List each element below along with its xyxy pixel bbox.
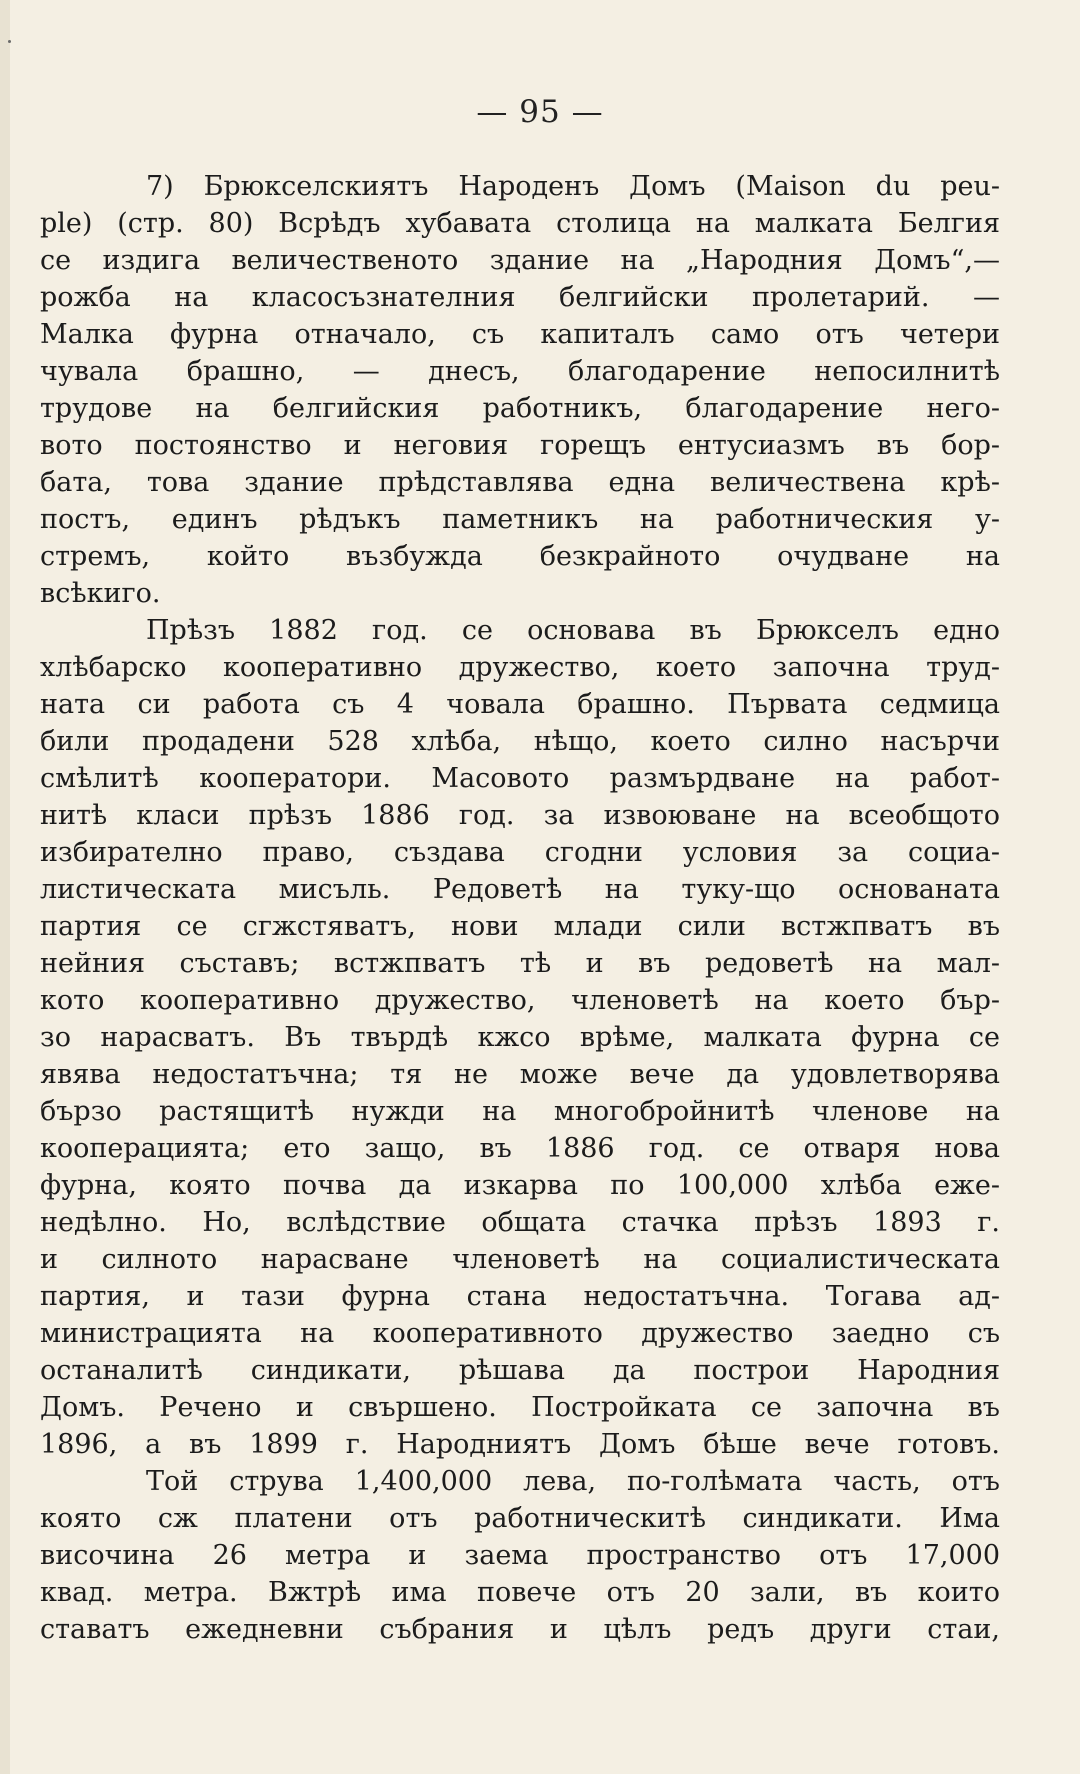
text-line: нейния съставъ; встжпватъ тѣ и въ редоветѣ на мал- bbox=[40, 948, 1000, 979]
text-line: 7) Брюкселскиятъ Народенъ Домъ (Maison du peu- bbox=[146, 171, 1000, 202]
text-line: рожба на класосъзнателния белгийски пролетарий. — bbox=[40, 282, 1000, 313]
text-line: Малка фурна отначало, съ капиталъ само отъ четери bbox=[40, 319, 1000, 350]
text-line: останалитѣ синдикати, рѣшава да построи Народния bbox=[40, 1355, 1000, 1386]
text-line: министрацията на кооперативното дружество заедно съ bbox=[40, 1318, 1000, 1349]
page-number: — 95 — bbox=[476, 94, 604, 130]
text-line: фурна, която почва да изкарва по 100,000 хлѣба еже- bbox=[40, 1170, 1000, 1201]
text-line: вото постоянство и неговия горещъ ентусиазмъ въ бор- bbox=[40, 430, 1000, 461]
text-line: трудове на белгийския работникъ, благодарение него- bbox=[40, 393, 1000, 424]
text-line: кото кооперативно дружество, членоветѣ на което бър- bbox=[40, 985, 1000, 1016]
text-line: ple) (стр. 80) Всрѣдъ хубавата столица на малката Белгия bbox=[40, 208, 1000, 239]
text-line: бързо растящитѣ нужди на многобройнитѣ членове на bbox=[40, 1096, 1000, 1127]
paper-edge bbox=[0, 0, 10, 1774]
text-line: квад. метра. Вжтрѣ има повече отъ 20 зали, въ които bbox=[40, 1577, 1000, 1608]
text-line: Прѣзъ 1882 год. се основава въ Брюкселъ едно bbox=[146, 615, 1000, 646]
text-line: партия, и тази фурна стана недостатъчна. Тогава ад- bbox=[40, 1281, 1000, 1312]
text-line: която сж платени отъ работническитѣ синдикати. Има bbox=[40, 1503, 1000, 1534]
text-line: избирателно право, създава сгодни условия за социа- bbox=[40, 837, 1000, 868]
text-line: Той струва 1,400,000 лева, по-голѣмата часть, отъ bbox=[146, 1466, 1000, 1497]
text-line: листическата мисъль. Редоветѣ на туку-що основаната bbox=[40, 874, 1000, 905]
text-line: били продадени 528 хлѣба, нѣщо, което силно насърчи bbox=[40, 726, 1000, 757]
text-line: недѣлно. Но, вслѣдствие общата стачка прѣзъ 1893 г. bbox=[40, 1207, 1000, 1238]
text-line: се издига величественото здание на „Народния Домъ“,— bbox=[40, 245, 1000, 276]
text-line: всѣкиго. bbox=[40, 578, 161, 609]
text-line: нитѣ класи прѣзъ 1886 год. за извоюване на всеобщото bbox=[40, 800, 1000, 831]
text-line: 1896, а въ 1899 г. Народниятъ Домъ бѣше вече готовъ. bbox=[40, 1429, 1000, 1460]
text-line: зо нарасватъ. Въ твърдѣ кжсо врѣме, малката фурна се bbox=[40, 1022, 1000, 1053]
text-line: явява недостатъчна; тя не може вече да удовлетворява bbox=[40, 1059, 1000, 1090]
text-line: и силното нарасване членоветѣ на социалистическата bbox=[40, 1244, 1000, 1275]
text-line: хлѣбарско кооперативно дружество, което започна труд- bbox=[40, 652, 1000, 683]
paper-speck bbox=[8, 40, 11, 43]
text-line: партия се сгжстяватъ, нови млади сили встжпватъ въ bbox=[40, 911, 1000, 942]
text-line: стремъ, който възбужда безкрайното очудване на bbox=[40, 541, 1000, 572]
text-line: смѣлитѣ кооператори. Масовото размърдване на работ- bbox=[40, 763, 1000, 794]
text-line: височина 26 метра и заема пространство отъ 17,000 bbox=[40, 1540, 1000, 1571]
text-line: кооперацията; ето защо, въ 1886 год. се отваря нова bbox=[40, 1133, 1000, 1164]
text-line: ставатъ ежедневни събрания и цѣлъ редъ други стаи, bbox=[40, 1614, 1000, 1645]
text-line: ната си работа съ 4 човала брашно. Първата седмица bbox=[40, 689, 1000, 720]
text-line: чувала брашно, — днесъ, благодарение непосилнитѣ bbox=[40, 356, 1000, 387]
body-text bbox=[40, 168, 1000, 1648]
text-line: постъ, единъ рѣдъкъ паметникъ на работническия у- bbox=[40, 504, 1000, 535]
text-line: Домъ. Речено и свършено. Постройката се започна въ bbox=[40, 1392, 1000, 1423]
text-line: бата, това здание прѣдставлява една величествена крѣ- bbox=[40, 467, 1000, 498]
